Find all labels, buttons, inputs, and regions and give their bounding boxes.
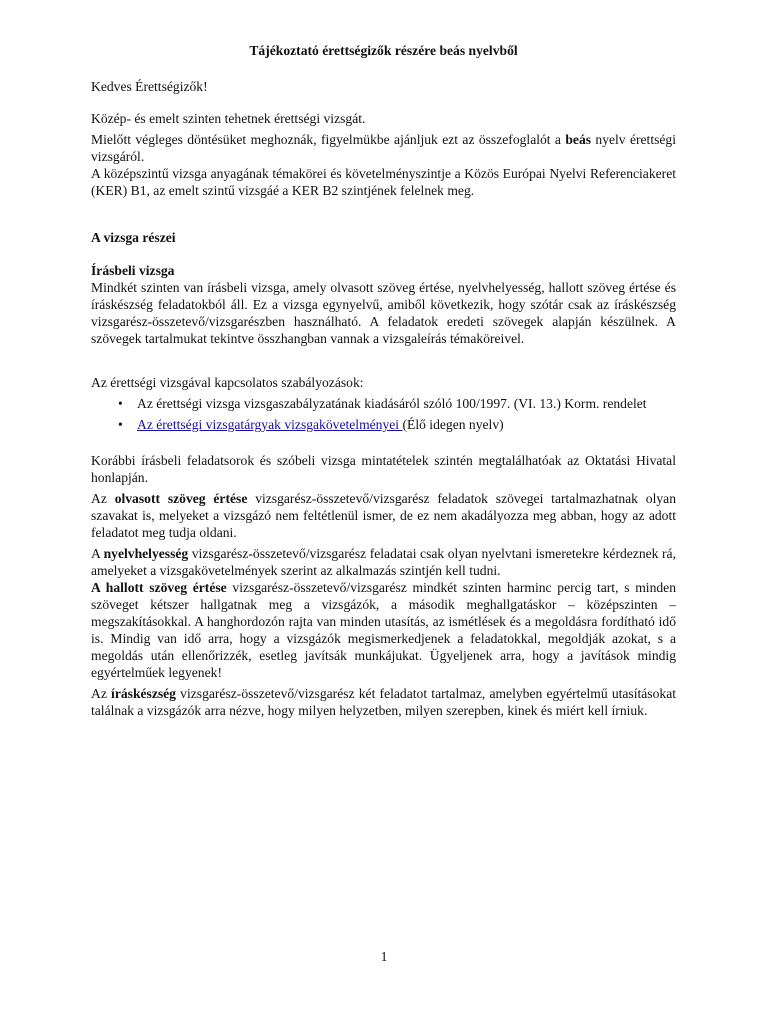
requirements-link-suffix: (Élő idegen nyelv) — [402, 417, 504, 432]
reading-paragraph — [91, 490, 676, 541]
section-heading: A vizsga részei — [91, 230, 176, 245]
grammar-text-a: A — [91, 546, 104, 561]
writing-bold: íráskészség — [111, 686, 176, 701]
listening-paragraph — [91, 579, 676, 681]
written-paragraph: Mindkét szinten van írásbeli vizsga, amely olvasott szöveg értése, nyelvhelyesség, hallott szöveg értése és íráskészség feladatokból áll. Ez a vizsga egynyelvű, amiből következik, hogy szótár csak az íráskészség vizsgarész-összetevő/vizsgarészben használható. A feladatok eredeti szövegek alapján készülnek. A szövegek tartalmukat tekintve összhangban vannak a vizsgaleírás témaköreivel. — [91, 280, 676, 346]
reading-text-b: vizsgarész-összetevő/vizsgarész feladatok szövegei tartalmazhatnak olyan szavakat is, melyeket a vizsgázó nem feltétlenül ismer, de ez nem akadályozza meg abban, hogy az adott feladatot meg tudja oldani. — [91, 491, 677, 540]
intro-summary-bold: beás — [565, 132, 592, 147]
earlier-tasks-paragraph: Korábbi írásbeli feladatsorok és szóbeli vizsga mintatételek szintén megtalálhatóak az Oktatási Hivatal honlapján. — [91, 453, 676, 485]
page-number: 1 — [380, 949, 388, 964]
intro-levels-ker: A középszintű vizsga anyagának témakörei és követelményszintje a Közös Európai Nyelvi Referenciakeret (KER) B1, az emelt szintű vizsgáé a KER B2 szintjének felelnek meg. — [91, 166, 676, 198]
grammar-text-b: vizsgarész-összetevő/vizsgarész feladatai csak olyan nyelvtani ismeretekre kérdeznek rá, amelyeket a vizsgakövetelmények szerint az alkalmazás szintjén kell tudni. — [91, 546, 676, 578]
document-title: Tájékoztató érettségizők részére beás nyelvből — [249, 43, 518, 58]
intro-summary-text-b: nyelv érettségi vizsgáról. — [91, 132, 677, 164]
intro-levels: Közép- és emelt szinten tehetnek érettségi vizsgát. — [91, 111, 366, 126]
rules-item-requirements — [137, 416, 676, 433]
writing-text-a: Az — [91, 686, 112, 701]
rules-intro: Az érettségi vizsgával kapcsolatos szabályozások: — [91, 375, 364, 390]
grammar-paragraph — [91, 545, 676, 579]
intro-summary-text-a: Mielőtt végleges döntésüket meghoznák, figyelmükbe ajánljuk ezt az összefoglalót a — [91, 132, 566, 147]
grammar-bold: nyelvhelyesség — [103, 546, 189, 561]
reading-text-a: Az — [91, 491, 115, 506]
writing-paragraph — [91, 685, 676, 719]
written-heading: Írásbeli vizsga — [91, 263, 175, 278]
rules-list — [91, 395, 676, 433]
greeting: Kedves Érettségizők! — [91, 79, 208, 94]
writing-text-b: vizsgarész-összetevő/vizsgarész két feladatot tartalmaz, amelyben egyértelmű utasításokat találnak a vizsgázók arra nézve, hogy milyen helyzetben, milyen szerepben, kinek és miért kell írniuk. — [91, 686, 677, 718]
requirements-link[interactable]: Az érettségi vizsgatárgyak vizsgakövetelményei — [137, 417, 403, 432]
listening-bold: A hallott szöveg értése — [91, 580, 227, 595]
intro-summary — [91, 131, 676, 165]
reading-bold: olvasott szöveg értése — [114, 491, 248, 506]
rules-item-decree: • Az érettségi vizsga vizsgaszabályzatának kiadásáról szóló 100/1997. (VI. 13.) Korm. rendelet — [137, 395, 676, 412]
listening-text: vizsgarész-összetevő/vizsgarész mindkét szinten harminc percig tart, s minden szöveget kétszer hallgatnak meg a vizsgázók, a második meghallgatáskor – középszinten – megszakításokkal. A hanghordozón rajta van minden utasítás, az ismétlések és a megoldásra fordítható idő is. Mindig van idő arra, hogy a vizsgázók megismerkedjenek a feladatokkal, megoldják azokat, s a megoldás után ellenőrizzék, esetleg javítsák munkájukat. Ügyeljenek arra, hogy a javítások mindig egyértelműek legyenek! — [91, 580, 676, 680]
document-page — [91, 40, 676, 719]
